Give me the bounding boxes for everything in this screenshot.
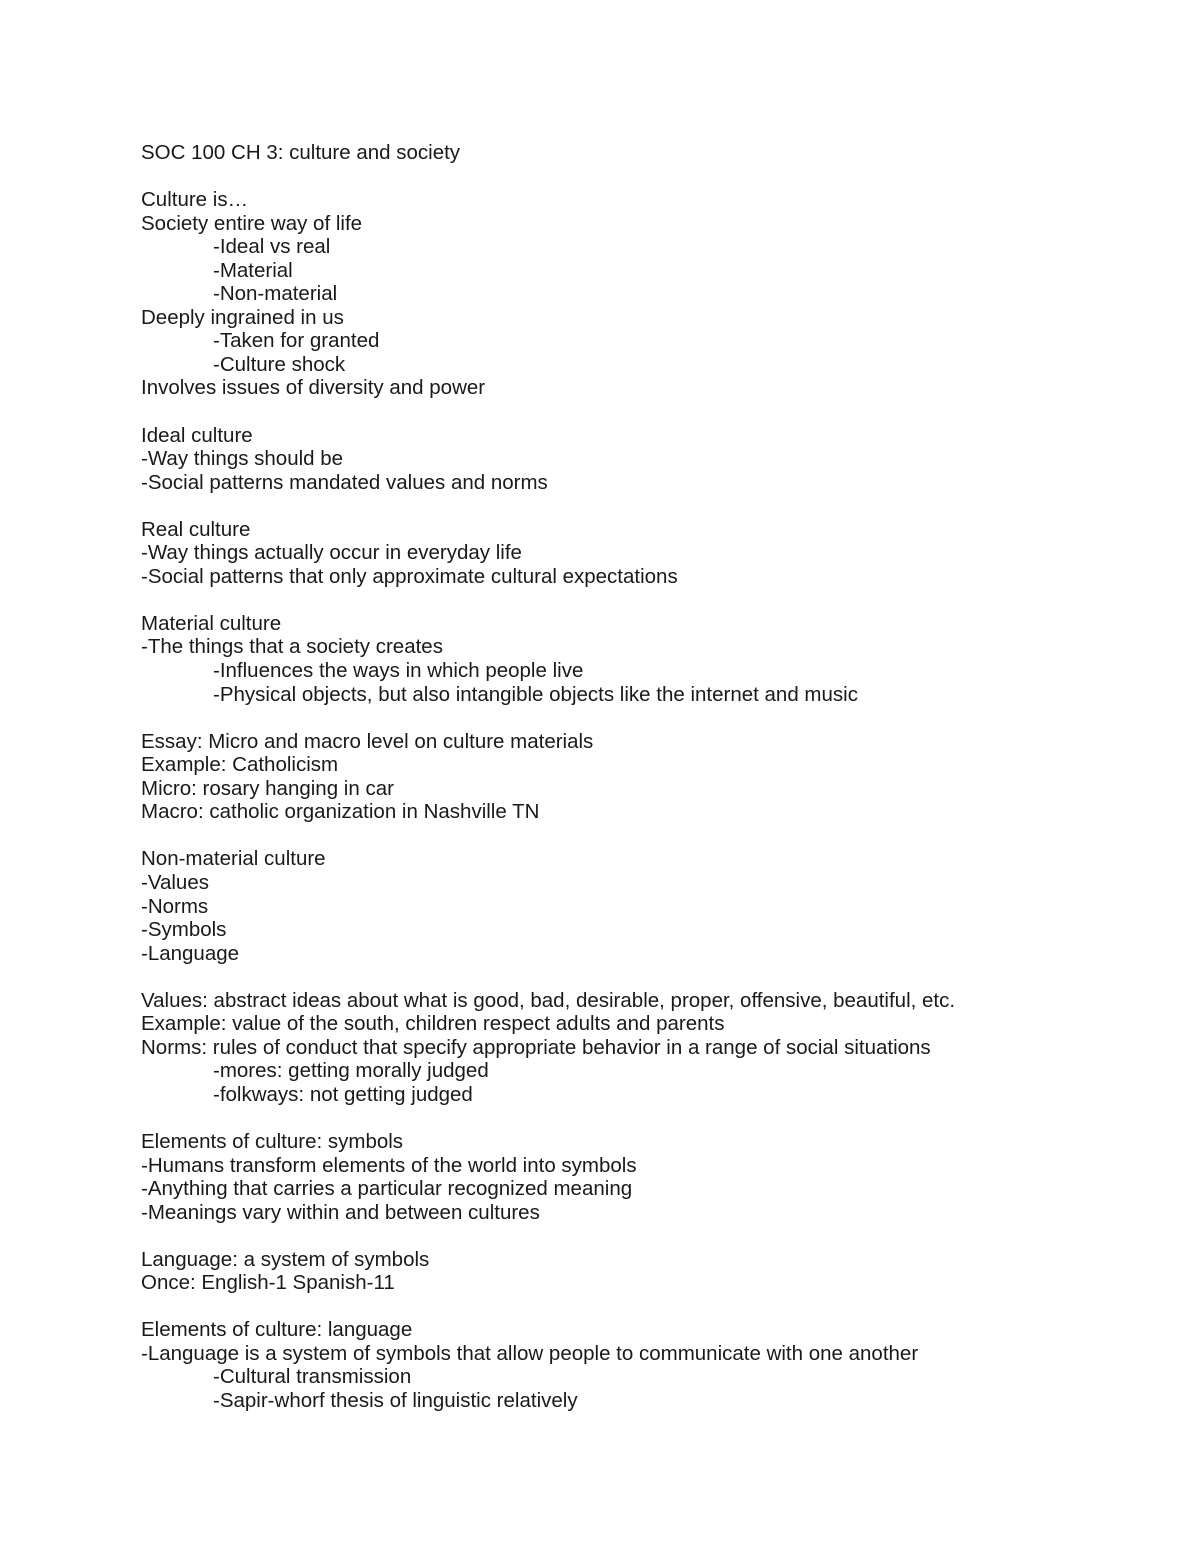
note-line: Macro: catholic organization in Nashville TN (141, 800, 540, 824)
note-section (141, 1318, 1141, 1412)
note-line: -Values (141, 870, 209, 894)
note-line: -Social patterns mandated values and norms (141, 470, 548, 494)
note-line: Essay: Micro and macro level on culture materials (141, 729, 594, 753)
sub-bullet-line: -Sapir-whorf thesis of linguistic relatively (213, 1388, 578, 1412)
blank-line (141, 1106, 1141, 1130)
note-section (141, 1248, 1141, 1295)
note-line: Non-material culture (141, 847, 326, 871)
note-line: Norms: rules of conduct that specify appropriate behavior in a range of social situations (141, 1035, 931, 1059)
note-line: -Way things actually occur in everyday life (141, 541, 522, 565)
note-line: -Social patterns that only approximate cultural expectations (141, 564, 678, 588)
note-line: -Humans transform elements of the world into symbols (141, 1153, 637, 1177)
sub-bullet-line: -Taken for granted (213, 329, 380, 353)
note-line: Material culture (141, 611, 282, 635)
note-line: -Way things should be (141, 447, 344, 471)
blank-line (141, 400, 1141, 424)
document-body (141, 141, 1141, 1413)
blank-line (141, 1295, 1141, 1319)
note-line: Elements of culture: language (141, 1318, 413, 1342)
note-section (141, 424, 1141, 495)
page-title: SOC 100 CH 3: culture and society (141, 141, 461, 164)
sub-bullet-line: -Culture shock (213, 352, 346, 376)
sub-bullet-line: -Influences the ways in which people live (213, 659, 584, 683)
note-line: -Language is a system of symbols that allow people to communicate with one another (141, 1341, 919, 1365)
note-line: Involves issues of diversity and power (141, 376, 486, 400)
sub-bullet-line: -folkways: not getting judged (213, 1082, 473, 1106)
note-section (141, 612, 1141, 706)
note-section (141, 1130, 1141, 1224)
sub-bullet-line: -Physical objects, but also intangible objects like the internet and music (213, 682, 858, 706)
note-line: -The things that a society creates (141, 635, 443, 659)
sub-bullet-line: -mores: getting morally judged (213, 1059, 489, 1083)
note-section (141, 518, 1141, 589)
note-line: Language: a system of symbols (141, 1247, 430, 1271)
note-section (141, 730, 1141, 824)
note-line: Elements of culture: symbols (141, 1129, 404, 1153)
note-line: Real culture (141, 517, 251, 541)
note-line: Example: Catholicism (141, 753, 339, 777)
blank-line (141, 588, 1141, 612)
note-line: Example: value of the south, children respect adults and parents (141, 1012, 725, 1036)
blank-line (141, 1224, 1141, 1248)
note-line: -Meanings vary within and between cultures (141, 1200, 540, 1224)
note-line: Once: English-1 Spanish-11 (141, 1271, 395, 1295)
blank-line (141, 706, 1141, 730)
note-line: Micro: rosary hanging in car (141, 776, 394, 800)
sub-bullet-line: -Ideal vs real (213, 235, 331, 259)
note-line: -Symbols (141, 918, 227, 942)
note-section (141, 188, 1141, 400)
note-line: -Anything that carries a particular recognized meaning (141, 1177, 633, 1201)
blank-line (141, 824, 1141, 848)
note-line: Ideal culture (141, 423, 253, 447)
note-line: -Norms (141, 894, 209, 918)
blank-line (141, 965, 1141, 989)
blank-line (141, 494, 1141, 518)
note-line: Society entire way of life (141, 211, 363, 235)
sub-bullet-line: -Material (213, 258, 293, 282)
blank-line (141, 165, 1141, 189)
note-line: Culture is… (141, 188, 249, 212)
note-section (141, 989, 1141, 1107)
note-line: Deeply ingrained in us (141, 305, 344, 329)
sub-bullet-line: -Cultural transmission (213, 1365, 412, 1389)
note-line: -Language (141, 941, 240, 965)
note-section (141, 847, 1141, 965)
sub-bullet-line: -Non-material (213, 282, 338, 306)
note-line: Values: abstract ideas about what is good, bad, desirable, proper, offensive, beautiful, etc. (141, 988, 956, 1012)
